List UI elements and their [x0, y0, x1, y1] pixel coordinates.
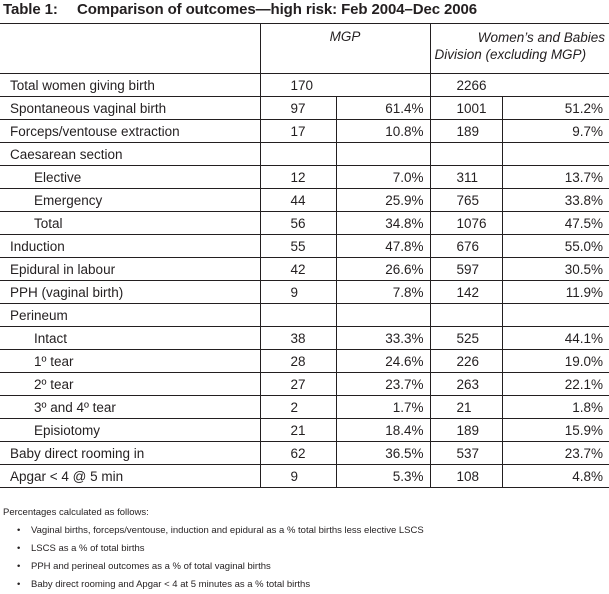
mgp-count: 170 [260, 74, 336, 97]
wbd-percent [502, 304, 609, 327]
mgp-count: 28 [260, 350, 336, 373]
wbd-count: 108 [430, 465, 502, 488]
wbd-count: 1076 [430, 212, 502, 235]
row-label: 3º and 4º tear [0, 396, 260, 419]
mgp-percent [336, 304, 430, 327]
row-label: Epidural in labour [0, 258, 260, 281]
table-title [3, 1, 477, 18]
row-label: Total [0, 212, 260, 235]
wbd-count: 676 [430, 235, 502, 258]
table-number: Table 1: [3, 1, 58, 18]
wbd-count: 21 [430, 396, 502, 419]
mgp-percent: 23.7% [336, 373, 430, 396]
wbd-percent: 51.2% [502, 97, 609, 120]
wbd-percent: 33.8% [502, 189, 609, 212]
mgp-percent: 24.6% [336, 350, 430, 373]
mgp-percent: 10.8% [336, 120, 430, 143]
table-header-row [0, 24, 609, 74]
row-label: Elective [0, 166, 260, 189]
outcomes-table [0, 23, 609, 488]
header-womens-babies [430, 24, 609, 74]
table-row [0, 235, 609, 258]
mgp-count: 17 [260, 120, 336, 143]
footnotes-list [3, 522, 603, 594]
row-label: Baby direct rooming in [0, 442, 260, 465]
footnotes-heading: Percentages calculated as follows: [3, 507, 149, 518]
wbd-percent: 55.0% [502, 235, 609, 258]
table-row [0, 327, 609, 350]
row-label: Perineum [0, 304, 260, 327]
table-row [0, 258, 609, 281]
wbd-percent: 13.7% [502, 166, 609, 189]
mgp-percent: 7.8% [336, 281, 430, 304]
footnote-item: • LSCS as a % of total births [3, 540, 603, 558]
mgp-count [260, 304, 336, 327]
wbd-percent: 11.9% [502, 281, 609, 304]
mgp-count: 9 [260, 281, 336, 304]
wbd-count: 189 [430, 120, 502, 143]
mgp-percent [336, 143, 430, 166]
wbd-count: 226 [430, 350, 502, 373]
wbd-percent: 47.5% [502, 212, 609, 235]
mgp-count: 27 [260, 373, 336, 396]
wbd-percent: 30.5% [502, 258, 609, 281]
mgp-count: 2 [260, 396, 336, 419]
mgp-count: 55 [260, 235, 336, 258]
row-label: 2º tear [0, 373, 260, 396]
wbd-percent: 22.1% [502, 373, 609, 396]
row-label: 1º tear [0, 350, 260, 373]
footnote-item: • Vaginal births, forceps/ventouse, induction and epidural as a % total births less elective LSCS [3, 522, 603, 540]
row-label: Episiotomy [0, 419, 260, 442]
wbd-count [430, 143, 502, 166]
wbd-count: 597 [430, 258, 502, 281]
mgp-count: 56 [260, 212, 336, 235]
header-womens-babies-line2: Division (excluding MGP) [434, 47, 587, 62]
table-row [0, 373, 609, 396]
wbd-count: 1001 [430, 97, 502, 120]
mgp-percent [336, 74, 430, 97]
mgp-percent: 61.4% [336, 97, 430, 120]
wbd-count: 189 [430, 419, 502, 442]
mgp-percent: 25.9% [336, 189, 430, 212]
table-row [0, 419, 609, 442]
mgp-count: 38 [260, 327, 336, 350]
mgp-percent: 33.3% [336, 327, 430, 350]
wbd-count: 142 [430, 281, 502, 304]
table-title-text: Comparison of outcomes—high risk: Feb 2004–Dec 2006 [77, 1, 478, 18]
wbd-percent [502, 74, 609, 97]
row-label: Induction [0, 235, 260, 258]
wbd-count: 525 [430, 327, 502, 350]
row-label: Total women giving birth [0, 74, 260, 97]
header-label-cell [0, 24, 260, 74]
footnote-item: • PPH and perineal outcomes as a % of total vaginal births [3, 558, 603, 576]
wbd-percent: 44.1% [502, 327, 609, 350]
mgp-count: 12 [260, 166, 336, 189]
mgp-count: 44 [260, 189, 336, 212]
table-row [0, 166, 609, 189]
mgp-percent: 34.8% [336, 212, 430, 235]
wbd-count [430, 304, 502, 327]
wbd-count: 263 [430, 373, 502, 396]
table-row [0, 442, 609, 465]
wbd-percent: 4.8% [502, 465, 609, 488]
mgp-percent: 5.3% [336, 465, 430, 488]
row-label: Spontaneous vaginal birth [0, 97, 260, 120]
mgp-percent: 7.0% [336, 166, 430, 189]
wbd-count: 311 [430, 166, 502, 189]
table-row [0, 143, 609, 166]
mgp-count: 97 [260, 97, 336, 120]
footnote-item: • Baby direct rooming and Apgar < 4 at 5 minutes as a % total births [3, 576, 603, 594]
mgp-percent: 47.8% [336, 235, 430, 258]
wbd-percent [502, 143, 609, 166]
wbd-count: 765 [430, 189, 502, 212]
mgp-percent: 26.6% [336, 258, 430, 281]
row-label: Emergency [0, 189, 260, 212]
table-row [0, 396, 609, 419]
mgp-count: 9 [260, 465, 336, 488]
wbd-percent: 9.7% [502, 120, 609, 143]
wbd-percent: 15.9% [502, 419, 609, 442]
table-row [0, 189, 609, 212]
row-label: PPH (vaginal birth) [0, 281, 260, 304]
row-label: Forceps/ventouse extraction [0, 120, 260, 143]
mgp-count [260, 143, 336, 166]
wbd-percent: 19.0% [502, 350, 609, 373]
table-row [0, 74, 609, 97]
table-row [0, 281, 609, 304]
wbd-count: 2266 [430, 74, 502, 97]
mgp-count: 42 [260, 258, 336, 281]
mgp-percent: 36.5% [336, 442, 430, 465]
table-row [0, 212, 609, 235]
header-womens-babies-line1: Women’s and Babies [477, 30, 606, 45]
mgp-percent: 1.7% [336, 396, 430, 419]
table-row [0, 350, 609, 373]
mgp-percent: 18.4% [336, 419, 430, 442]
row-label: Apgar < 4 @ 5 min [0, 465, 260, 488]
row-label: Intact [0, 327, 260, 350]
wbd-percent: 1.8% [502, 396, 609, 419]
table-row [0, 465, 609, 488]
table-row [0, 97, 609, 120]
footnotes [3, 504, 603, 594]
row-label: Caesarean section [0, 143, 260, 166]
wbd-count: 537 [430, 442, 502, 465]
table-row [0, 120, 609, 143]
header-mgp: MGP [260, 24, 430, 74]
table-row [0, 304, 609, 327]
wbd-percent: 23.7% [502, 442, 609, 465]
mgp-count: 62 [260, 442, 336, 465]
mgp-count: 21 [260, 419, 336, 442]
